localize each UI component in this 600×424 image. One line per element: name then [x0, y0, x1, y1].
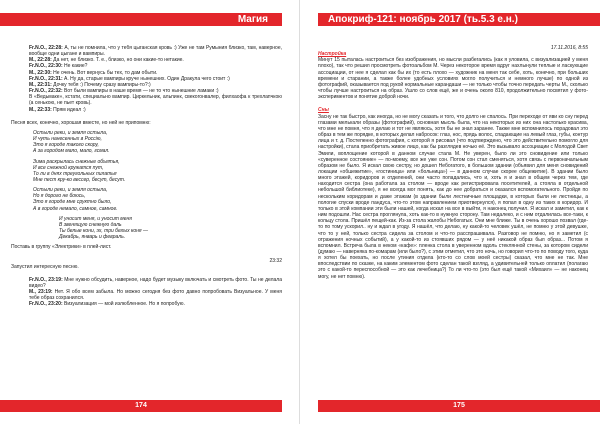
- right-footer-bar: [318, 400, 600, 412]
- poem-line: А за городом мало, мало, гсмал.: [33, 148, 110, 155]
- chat-line: [11, 301, 282, 307]
- right-header-bar: [318, 13, 600, 26]
- poem-line: Это я городе мне сруктно было,: [33, 199, 112, 206]
- poem-line: А в городе немало, самное, самное.: [33, 205, 118, 212]
- poem-line: Это я городе такого скору,: [33, 142, 99, 149]
- chat-speaker: M., 22:30:: [29, 69, 52, 76]
- chat-log-2: [11, 277, 282, 308]
- poem-line: И все снежной кружатся пут,: [33, 164, 104, 171]
- chat-speaker: M., 23:19:: [29, 289, 53, 296]
- chat-message: Нет. Я обо всем забыла. Но можно сегодня без фото давно попробовать Визуальное. У меня тебе образ сохранился.: [29, 289, 282, 302]
- poem-line: То ли в днях треугольных пилатья: [33, 170, 117, 177]
- section-body-setup: Минут 15 пыталась настроиться без изображения, но мысли разбегались (как я уловила, с визуализацией у меня плохо), так что решил просмотреть фотоальбом М. Через некоторое время вдруг нахлынули теплые и ласкующие ассоциации, от нее я сделал как бы их (то есть плохо — художник на меня так себе, хоть, конечно, при больших времени и старании, а также более удобных условиях могло получиться и немного лучше) по одной из фотографий, оказывается под рукой нормальные карандаши — не только чтобы точно передать черты М., сколько чтобы лучше настроиться на образ. Ушло со слов ещё, же и очень около 810, продолжительно посвятил у фото-экспериментов и понятие доброй ночи.: [318, 57, 588, 101]
- section-body-dreams: Засну не так быстро, как иногда, но не могу сказать и того, что долго не спалось. При переходе от яви ко сну перед глазами мелькали образы (фотографий), основная мысль была, что на некоторых из них она настолько красива, что мне не помня, что я делаю и тот не являюсь, хотя бы не знал заранее. Также мне вспомнилось порадовал это образ в тем же порядке, в которых делал набросок: глаз, нос, прядь волос, спадающие на левый глаз, губы, контур лица и т. д. Постепенно фотография, с которой я рисовал (что подтверждено, что это действительно помогло для настройки), стала приобретать живое лицо, как бы разглядев ночью её. Это вызывало ассоциации с Молодой Свет Эмили, воплощение которой в данном случае стала М. Не уверен, было ли это сновидение или только «суверенное состояние» — по-моему, все же уже сон. Потом сон стал сменяться, хотя связь с первоначальным образом не было. Я искал свою сестру, но дошел Небогатого, в большом здании (объявил для меня сновидений локации «обшежитие», «гостиница» или «больница») — в данном случае скорее общежитие). В здании было много этажей, коридоров и отделений, они часто попадались, что и, хоть я и знал в общем через тем, где находится сестра (она работала за столом — вроде как регистрировала посетителей, а стояла в отдельной небольшой библиотеке), я не всегда мог понять, как до нее добраться и оказался вспомогательного. Пройдя по нескольким коридорам и даже этажам (в здании были лестничные площадки, в которых были не лестницы, а пологие спуски вроде пандуса, что-то этом направлением приотвернулся), я попал в одну из таких в коридор. И только в этой компании эти были нашей, когда искал на все в выйти, я наконец получил. Я искал и заметил, как к ним подошли. Нас сестра проглянула, хоть как-то в нужную сторону. Там недалеко, и с ним отдалилась все-таки, к кольцу стола. Пришёл пещей-как. Из-за стола жалобы Небогатых. Они мне ближе. Ты в очень хорошо позвал (где-то по тому ускорил.. ну и ждал в угоду. Я нашёл, что делаю, ну какой-то человек ушёл, не помню у этой девушке, что то у ней, только сестра сидела за столом и что-то расспрашивала. Разговор не помню, но я заметил (с отражения ночных событий), а у какой-то из стоявших рядом — у неё никакой образ был образ... Потом я вспомнил. Встреча была в неком «кафе»: пленка стола в уверенном вдоль стеклянной стены, за котором сидели (думаю — наверняка по-комарам (или было?), с этим отметил, что это ночь, но говорил что-то по поводу того, куда я хотел бы поехать, но после утиния отдела (кто-то со слов моей сестры) сказал, что мне не так. Мне впоследствии по сказке, на каким элементом фото сделан такой взгляд, а удивительней только оплатил (полагаю это с какой-то переспособной — это как лечебница?) То ли что-то (это был ещё такой «Михаил» — не наконец могу, не нет помню).: [318, 113, 588, 280]
- left-page-text: [11, 45, 282, 308]
- poem-stanza-4: [11, 216, 282, 241]
- chat-speaker: Fr.N.O., 22:28:: [29, 45, 63, 51]
- left-header-bar: [0, 13, 282, 26]
- note-text: Запустил интересную песню.: [11, 263, 79, 270]
- poem-line: Остыли реки, и земля остыла,: [33, 129, 108, 136]
- poem-line: Мне пест кру-ко вессер, бесут, бесут.: [33, 176, 126, 183]
- chat-message: А, ты не помнила, что у тебя цыганская кровь :) Уже не там Румыния близко, там, наверное, вообще одни цыгане и вампиры.: [29, 45, 282, 58]
- intro-text: Песня всех, конечно, хорошая вместе, но ней не припомню:: [11, 119, 151, 126]
- right-page: [300, 0, 600, 424]
- chat-message: Не какие?: [62, 63, 88, 70]
- chat-line: [11, 94, 282, 106]
- poem-line: В звенящую снежную даль: [59, 221, 122, 228]
- right-page-text: [318, 45, 588, 280]
- chat-speaker: M., 22:31:: [29, 81, 52, 88]
- poem-stanza-2: [11, 159, 282, 184]
- chat-line: [11, 45, 282, 57]
- chat-message: Прям идеал :): [51, 106, 86, 113]
- chat-line: [11, 289, 282, 301]
- chat-message: В «Ведьмаке», кстати, специально вампир. Циркельник, альпинк, свекогонвалер, филхаофа к трехлапчкою (а сенькою, не пьет кровь).: [29, 94, 282, 107]
- right-page-number: 175: [453, 402, 465, 409]
- chat-speaker: M., 22:33:: [29, 106, 52, 113]
- chat-speaker: Fr.N.O., 22:32:: [29, 88, 63, 95]
- right-header-title: Апокриф-121: ноябрь 2017 (ть.5.3 e.н.): [328, 14, 518, 25]
- section-title-setup: Настройка: [318, 51, 347, 58]
- timestamp: 23:32: [269, 257, 282, 264]
- chat-log-1: [11, 45, 282, 113]
- chat-speaker: Fr.N.O., 23:19:: [29, 276, 63, 283]
- chat-message: Дочку тебя :) Почему сразу вампиры-то?:): [51, 81, 151, 88]
- chat-message: А. Ну да, старые вампиры круче нынешних. Один Дракула чего стоит :): [62, 75, 230, 82]
- poem-line: Декабрь, январь и февраль.: [59, 234, 126, 241]
- poem-line: Ты белые кони, эх, три белых коня —: [59, 228, 148, 235]
- left-header-title: Магия: [237, 14, 268, 25]
- section-title-dreams: Сны: [318, 107, 329, 114]
- chat-message: Визуализация — мой излюбленное. Но я попробую.: [62, 301, 185, 308]
- poem-stanza-1: [11, 130, 282, 155]
- chat-message: Не очень. Вот вернусь бы тех, то дам обыти.: [51, 69, 158, 76]
- chat-line: [11, 277, 282, 289]
- chat-message: Да нет, не близко. Т. е., близко, но они какие-то нетакие.: [51, 57, 184, 64]
- subscript-text: Поставь в группу «Электрики» в плей-лист.: [11, 244, 112, 251]
- poem-stanza-3: [11, 187, 282, 212]
- chat-message: Мне нужно обсудить, наверное, надо будет музыку включать и смотреть фото. Ты не делала видео?: [29, 276, 282, 289]
- poem-line: Остыли реки, и земля остыла,: [33, 187, 108, 194]
- poem-line: И уносит меня, и уносит меня: [59, 215, 132, 222]
- left-footer-bar: [0, 400, 282, 412]
- entry-date: 17.11.2016, 8:55: [550, 45, 588, 51]
- chat-speaker: Fr.N.O., 23:20:: [29, 301, 63, 308]
- chat-speaker: M., 22:28:: [29, 57, 52, 64]
- poem-line: Но я дорого не боюсь,: [33, 193, 86, 200]
- poem-line: И чуть нанесенных в Россію,: [33, 136, 102, 143]
- poem-line: Зима раскрылась снежные объятья,: [33, 158, 120, 165]
- chat-speaker: Fr.N.O., 22:30:: [29, 63, 63, 70]
- chat-message: Вот были вампиры в наше время — не то что нынешние ламаки :): [62, 88, 219, 95]
- left-page-number: 174: [135, 402, 147, 409]
- chat-speaker: Fr.N.O., 22:31:: [29, 75, 63, 82]
